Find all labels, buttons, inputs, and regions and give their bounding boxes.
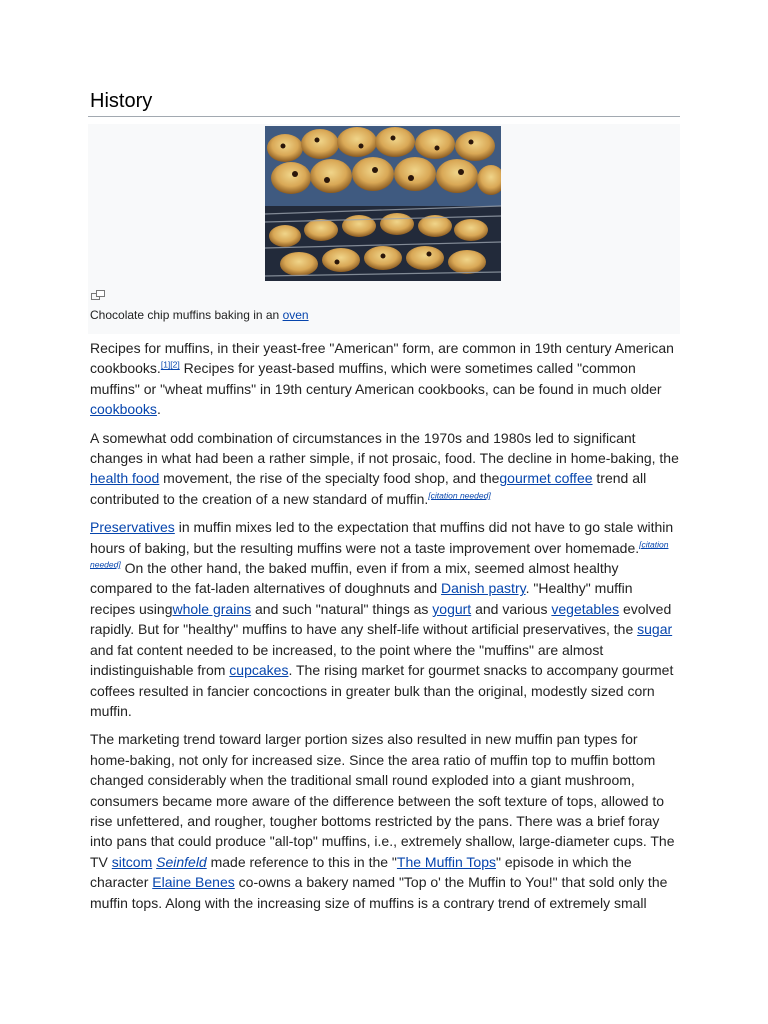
ref-2-link[interactable]: [2] [170,359,180,370]
link-danish-pastry[interactable]: Danish pastry [441,580,526,597]
p3-text-7: and fat content needed to be increased, to the point where the "muffins" are almost indistinguishable from [90,641,604,679]
link-yogurt[interactable]: yogurt [432,600,472,617]
link-gourmet-coffee[interactable]: gourmet coffee [499,470,593,487]
p1-text-3: . [156,401,161,418]
ref-1-link[interactable]: [1] [160,359,171,370]
paragraph-2 [90,428,680,510]
link-oven[interactable]: oven [282,308,309,322]
link-cupcakes[interactable]: cupcakes [229,662,289,679]
p2-text-3: trend all contributed to the creation of a new standard of muffin. [90,470,647,507]
link-vegetables[interactable]: vegetables [551,600,620,617]
p1-text-1: Recipes for muffins, in their yeast-free "American" form, are common in 19th century American cookbooks. [90,340,674,377]
p4-text-5: co-owns a bakery named "Top o' the Muffin to You!" that sold only the muffin tops. Along with the increasing size of muffins is a contrary trend of extremely small [90,874,668,911]
figure-caption [90,308,309,322]
p3-text-6: evolved rapidly. But for "healthy" muffins to have any shelf-life without artificial preservatives, the [90,600,672,638]
enlarge-icon[interactable] [91,290,105,301]
citation-needed-link[interactable]: [citation needed] [428,490,491,501]
link-whole-grains[interactable]: whole grains [172,600,252,617]
p3-text-4: and such "natural" things as [251,600,433,617]
citation-needed-link[interactable]: [citation needed] [90,539,669,570]
link-sugar[interactable]: sugar [637,621,673,638]
link-elaine-benes[interactable]: Elaine Benes [152,874,235,891]
p3-text-5: and various [471,600,552,617]
heading-divider [88,116,680,117]
paragraph-1 [90,338,680,420]
p4-text-1: The marketing trend toward larger portion sizes also resulted in new muffin pan types for home-baking, not only for increased size. Since the area ratio of muffin top to muffin bottom changed considerably when the traditional small round exploded into a giant mushroom, consumers became more aware of the difference between the soft texture of tops, allowed to rise unfettered, and rougher, tougher bottoms restricted by the pans. There was a brief foray into pans that could produce "all-top" muffins, i.e., extremely shallow, large-diameter cups. The TV [90,731,675,870]
link-health-food[interactable]: health food [90,470,160,487]
p1-text-2: Recipes for yeast-based muffins, which were sometimes called "common muffins" or "wheat muffins" in 19th century American cookbooks, can be found in much older [90,360,662,397]
link-cookbooks[interactable]: cookbooks [90,401,157,418]
section-heading: History [90,90,153,112]
muffin-photo[interactable] [265,126,501,281]
link-preservatives[interactable]: Preservatives [90,519,175,536]
p4-text-3: made reference to this in the " [206,853,397,870]
caption-text: Chocolate chip muffins baking in an [90,308,283,322]
p3-text-8: . The rising market for gourmet snacks to accompany gourmet coffees resulted in fancier concoctions in greater bulk than the original, modestly sized corn muffin. [90,662,674,719]
paragraph-3 [90,517,680,721]
p2-text-2: movement, the rise of the specialty food shop, and the [159,470,500,487]
p3-text-2: On the other hand, the baked muffin, even if from a mix, seemed almost healthy compared to the fat-laden alternatives of doughnuts and [90,560,619,597]
p3-text-3: . "Healthy" muffin recipes using [90,580,633,617]
citation-refs [161,360,180,370]
figure [88,124,680,334]
link-sitcom[interactable]: sitcom [111,853,153,870]
paragraph-4 [90,729,680,913]
citation-needed [428,490,490,500]
link-seinfeld[interactable]: Seinfeld [156,853,207,870]
article-body [90,338,680,921]
p3-text-1: in muffin mixes led to the expectation that muffins did not have to go stale within hours of baking, but the resulting muffins were not a taste improvement over homemade. [90,519,674,556]
p2-text-1: A somewhat odd combination of circumstances in the 1970s and 1980s led to significant changes in what had been a rather simple, if not prosaic, food. The decline in home-baking, the [90,429,679,467]
p4-text-4: " episode in which the character [90,853,632,891]
link-the-muffin-tops[interactable]: The Muffin Tops [396,853,496,870]
